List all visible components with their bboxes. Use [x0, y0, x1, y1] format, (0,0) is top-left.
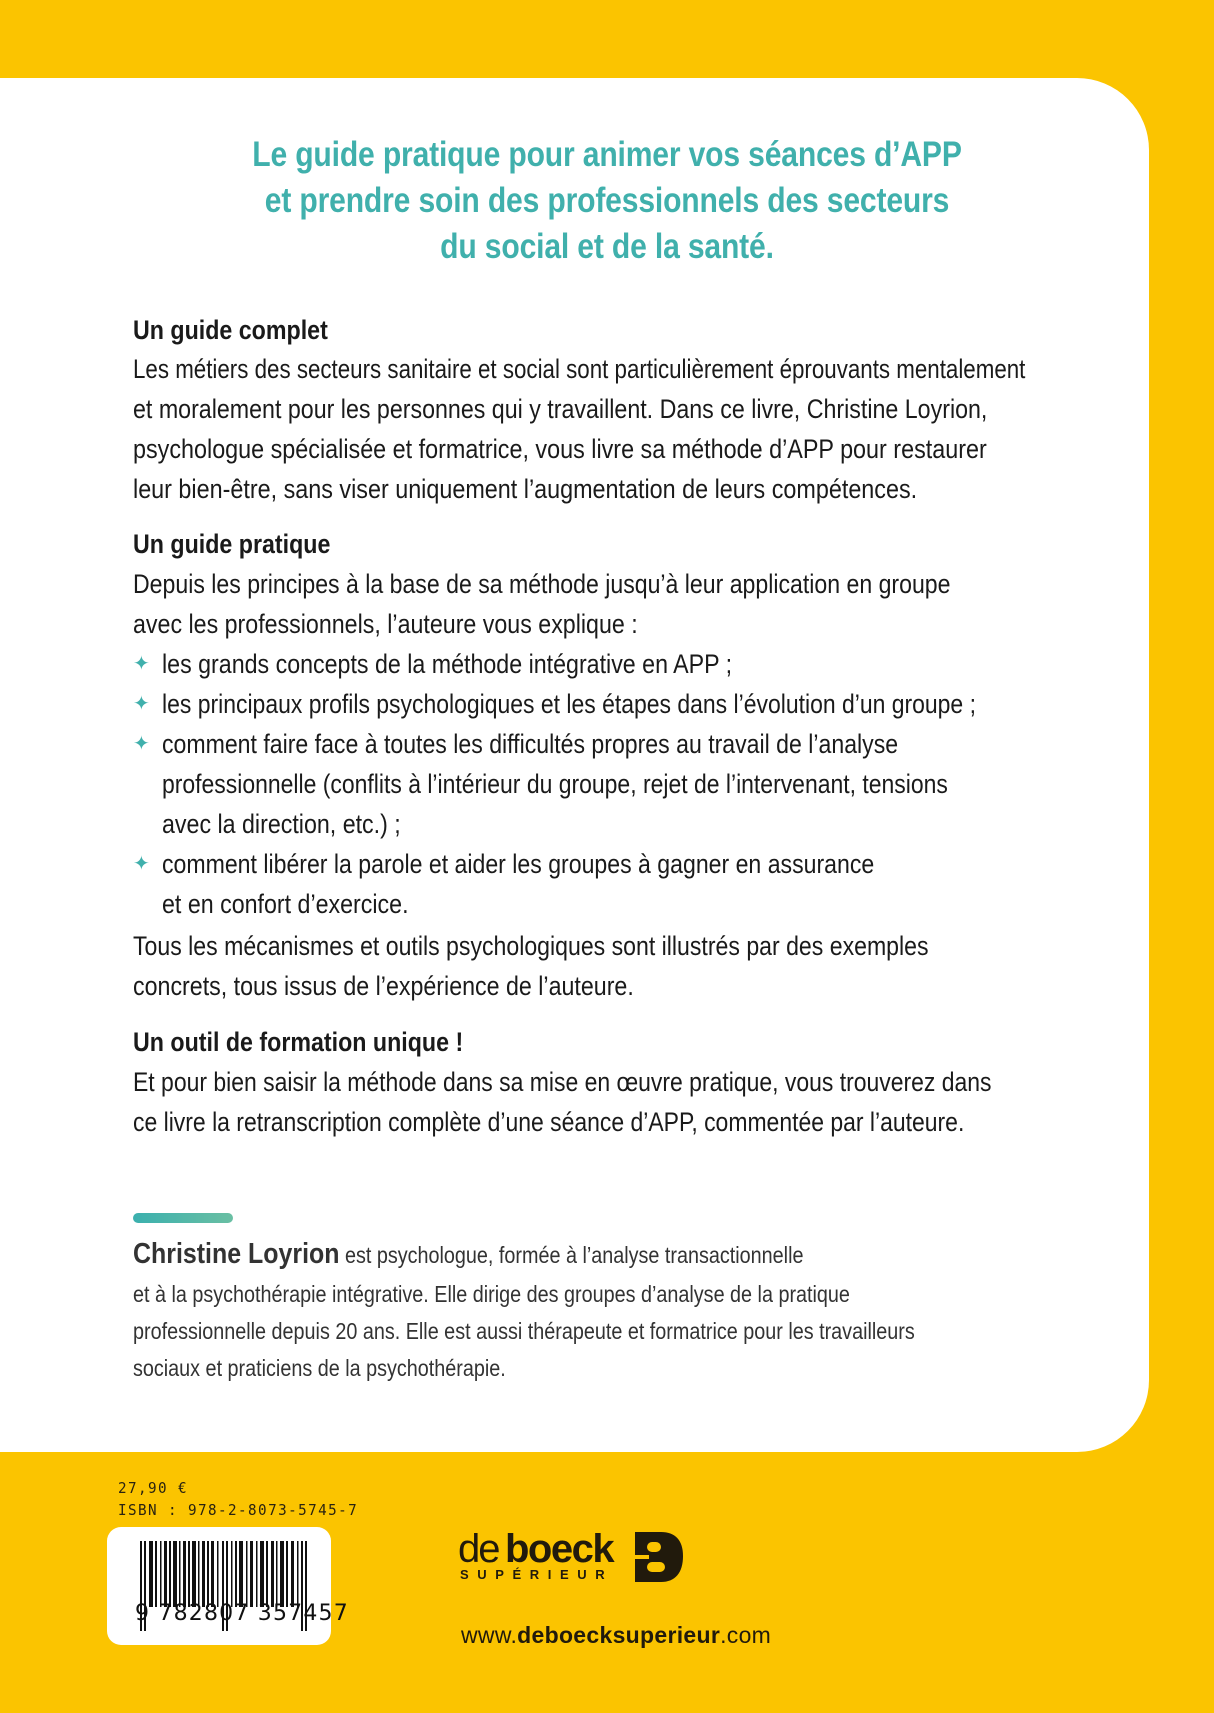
isbn: ISBN : 978-2-8073-5745-7: [118, 1501, 359, 1519]
barcode-digits: 9 782807 357457: [135, 1601, 349, 1626]
star-bullet-icon: ✦: [133, 733, 150, 755]
body-line: ce livre la retranscription complète d’une séance d’APP, commentée par l’auteure.: [133, 1107, 965, 1137]
url-domain: deboecksuperieur: [517, 1622, 721, 1648]
author-bio-line: [133, 1236, 803, 1274]
author-bio-line: professionnelle depuis 20 ans. Elle est aussi thérapeute et formatrice pour les travailleurs: [133, 1318, 915, 1344]
bullet-item: comment faire face à toutes les difficultés propres au travail de l’analyse: [162, 729, 899, 759]
star-bullet-icon: ✦: [133, 653, 150, 675]
bullet-item-continuation: avec la direction, etc.) ;: [162, 809, 401, 839]
tagline-line: du social et de la santé.: [440, 227, 774, 266]
bullet-item: les grands concepts de la méthode intégrative en APP ;: [162, 649, 733, 679]
url-prefix: www.: [461, 1622, 518, 1648]
author-bio-text: est psychologue, formée à l’analyse transactionnelle: [339, 1242, 804, 1268]
body-line: avec les professionnels, l’auteure vous explique :: [133, 609, 638, 639]
body-line: Tous les mécanismes et outils psychologiques sont illustrés par des exemples: [133, 931, 929, 961]
section-heading-practical-guide: Un guide pratique: [133, 529, 331, 559]
logo-boeck: boeck: [505, 1527, 614, 1571]
body-line: leur bien-être, sans viser uniquement l’augmentation de leurs compétences.: [133, 474, 918, 504]
section-heading-complete-guide: Un guide complet: [133, 315, 328, 345]
body-line: psychologue spécialisée et formatrice, vous livre sa méthode d’APP pour restaurer: [133, 434, 987, 464]
section-heading-unique-tool: Un outil de formation unique !: [133, 1027, 464, 1057]
publisher-logo: [458, 1529, 698, 1585]
body-line: Les métiers des secteurs sanitaire et social sont particulièrement éprouvants mentalement: [133, 354, 1026, 384]
body-line: Depuis les principes à la base de sa méthode jusqu’à leur application en groupe: [133, 569, 951, 599]
bullet-item: comment libérer la parole et aider les groupes à gagner en assurance: [162, 849, 875, 879]
accent-bar: [133, 1213, 233, 1223]
logo-superieur: SUPÉRIEUR: [460, 1567, 614, 1582]
star-bullet-icon: ✦: [133, 853, 150, 875]
barcode: [107, 1527, 349, 1645]
star-bullet-icon: ✦: [133, 693, 150, 715]
author-bio-line: sociaux et praticiens de la psychothérapie.: [133, 1355, 506, 1381]
logo-de: de: [458, 1527, 499, 1571]
tagline-line: Le guide pratique pour animer vos séances d’APP: [252, 135, 962, 174]
body-line: concrets, tous issus de l’expérience de l’auteure.: [133, 971, 634, 1001]
tagline: [0, 132, 1214, 270]
publisher-url[interactable]: [461, 1622, 771, 1649]
bullet-item-continuation: professionnelle (conflits à l’intérieur du groupe, rejet de l’intervenant, tensions: [162, 769, 948, 799]
body-line: Et pour bien saisir la méthode dans sa mise en œuvre pratique, vous trouverez dans: [133, 1067, 992, 1097]
bullet-item: les principaux profils psychologiques et les étapes dans l’évolution d’un groupe ;: [162, 689, 976, 719]
author-bio-line: et à la psychothérapie intégrative. Elle dirige des groupes d’analyse de la pratique: [133, 1281, 850, 1307]
bullet-item-continuation: et en confort d’exercice.: [162, 889, 409, 919]
body-line: et moralement pour les personnes qui y travaillent. Dans ce livre, Christine Loyrion,: [133, 394, 988, 424]
deboeck-b-mark-icon: [635, 1532, 685, 1582]
tagline-line: et prendre soin des professionnels des secteurs: [264, 181, 950, 220]
price: 27,90 €: [118, 1479, 189, 1497]
url-suffix: .com: [720, 1622, 772, 1648]
author-name: Christine Loyrion: [133, 1238, 340, 1270]
